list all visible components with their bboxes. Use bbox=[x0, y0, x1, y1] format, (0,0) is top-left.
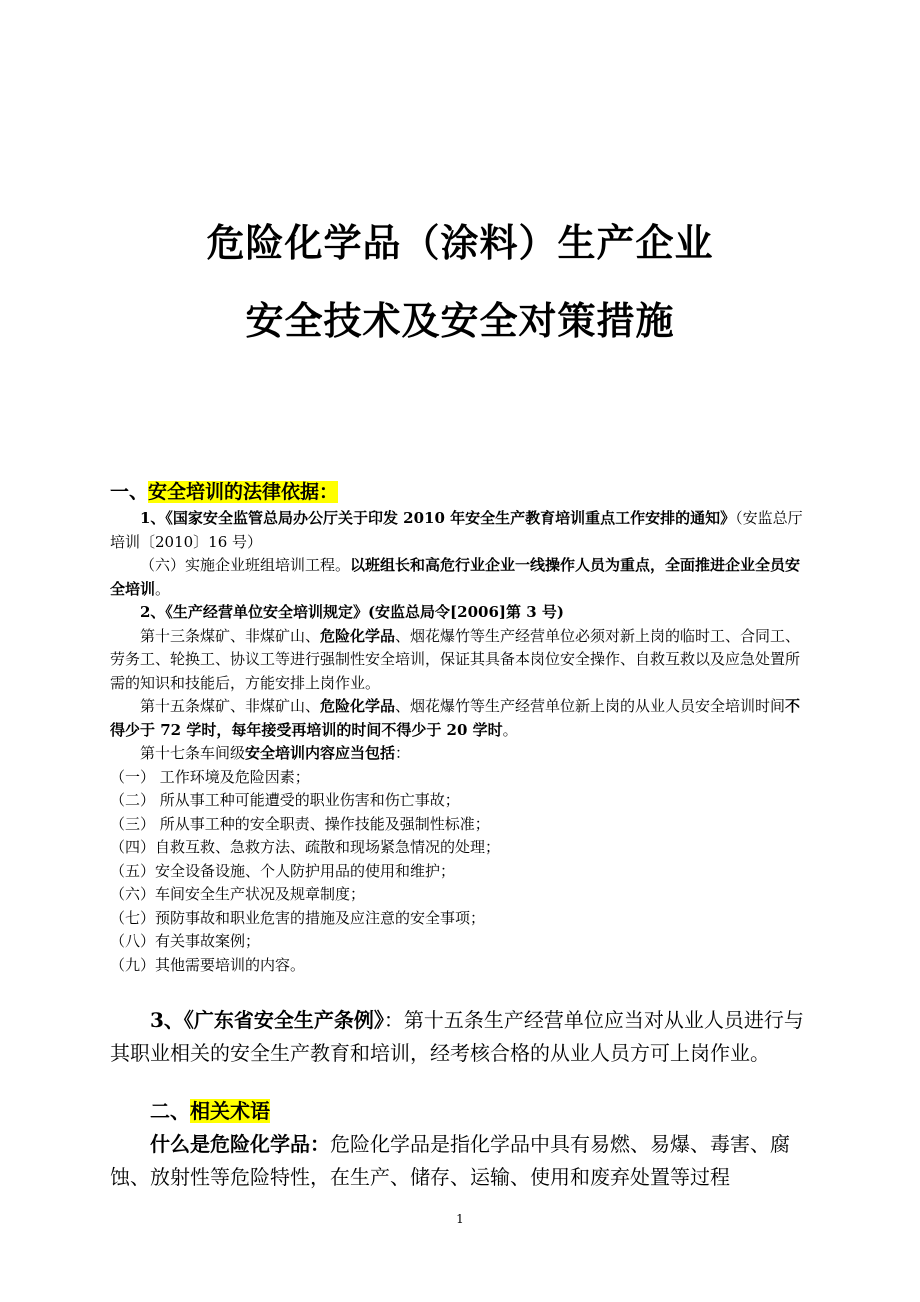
article-15: 第十五条煤矿、非煤矿山、危险化学品、烟花爆竹等生产经营单位新上岗的从业人员安全培训时间不得少于 72 学时，每年接受再培训的时间不得少于 20 学时。 bbox=[110, 697, 801, 739]
list-item: （九）其他需要培训的内容。 bbox=[110, 955, 306, 974]
item-2 bbox=[110, 601, 810, 977]
section-1-heading bbox=[110, 477, 810, 504]
list-item: （七）预防事故和职业危害的措施及应注意的安全事项； bbox=[110, 908, 486, 927]
section-2-title: 相关术语 bbox=[190, 1099, 270, 1123]
list-item: （三） 所从事工种的安全职责、操作技能及强制性标准； bbox=[110, 814, 490, 833]
list-item: （六）车间安全生产状况及规章制度； bbox=[110, 885, 366, 903]
list-item: （四）自救互救、急救方法、疏散和现场紧急情况的处理； bbox=[110, 838, 501, 856]
document-title-line-2: 安全技术及安全对策措施 bbox=[245, 299, 675, 343]
item-3 bbox=[110, 1004, 810, 1070]
term-definition: 什么是危险化学品：危险化学品是指化学品中具有易燃、易爆、毒害、腐蚀、放射性等危险特性，在生产、储存、运输、使用和废弃处置等过程 bbox=[110, 1132, 790, 1189]
list-item: （五）安全设备设施、个人防护用品的使用和维护； bbox=[110, 861, 456, 880]
article-13: 第十三条煤矿、非煤矿山、危险化学品、烟花爆竹等生产经营单位必须对新上岗的临时工、合同工、劳务工、轮换工、协议工等进行强制性安全培训，保证其具备本岗位安全操作、自救互救以及应急处置所需的知识和技能后，方能安排上岗作业。 bbox=[110, 626, 801, 692]
item-3-label: 3、《广东省安全生产条例》 bbox=[150, 1008, 384, 1032]
section-1-number: 一、 bbox=[110, 481, 149, 503]
section-1-title: 安全培训的法律依据： bbox=[148, 481, 339, 503]
section-2-heading bbox=[110, 1095, 810, 1128]
item-1 bbox=[110, 507, 810, 601]
list-item: （二） 所从事工种可能遭受的职业伤害和伤亡事故； bbox=[110, 791, 460, 809]
item-2-label: 2、《生产经营单位安全培训规定》(安监总局令[2006]第 3 号) bbox=[140, 603, 564, 621]
page-number: 1 bbox=[456, 1212, 464, 1226]
term-label: 什么是危险化学品： bbox=[150, 1132, 330, 1156]
list-item: （一） 工作环境及危险因素； bbox=[110, 767, 310, 786]
item-1-ref: （安监总厅培训〔2010〕16 号） bbox=[110, 509, 803, 551]
section-2-number: 二、 bbox=[150, 1099, 190, 1123]
item-3-paragraph: 3、《广东省安全生产条例》：第十五条生产经营单位应当对从业人员进行与其职业相关的安全生产教育和培训，经考核合格的从业人员方可上岗作业。 bbox=[110, 1008, 804, 1065]
article-17: 第十七条车间级安全培训内容应当包括： bbox=[140, 744, 411, 762]
item-1-paragraph: （六）实施企业班组培训工程。以班组长和高危行业企业一线操作人员为重点，全面推进企业全员安全培训。 bbox=[110, 556, 801, 598]
list-item: （八）有关事故案例； bbox=[110, 932, 261, 950]
document-title-line-1: 危险化学品（涂料）生产企业 bbox=[206, 221, 714, 265]
item-1-label: 1、《国家安全监管总局办公厅关于印发 2010 年安全生产教育培训重点工作安排的通知》（安监总厅培训〔2010〕16 号） bbox=[110, 509, 803, 551]
